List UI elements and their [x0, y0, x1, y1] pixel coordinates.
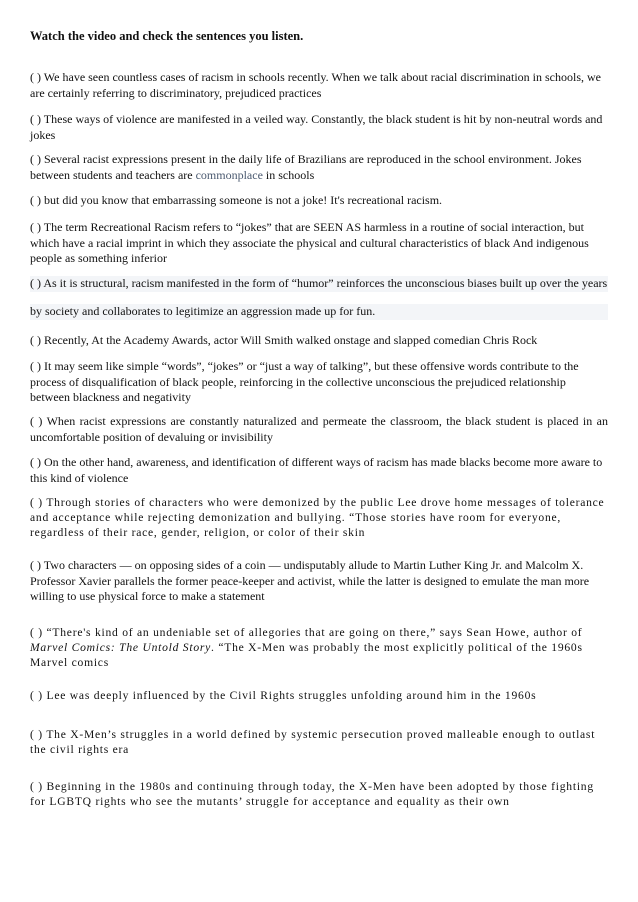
sentence-item — [30, 333, 608, 349]
sentence-item — [30, 414, 608, 445]
book-title: Marvel Comics: The Untold Story — [30, 641, 212, 654]
highlighted-word: commonplace — [195, 167, 263, 182]
sentence-text: Lee was deeply influenced by the Civil Rights struggles unfolding around him in the 1960s — [46, 689, 537, 702]
sentence-text: On the other hand, awareness, and identification of different ways of racism has made blacks become more aware to this kind of violence — [30, 455, 603, 485]
sentence-text: Beginning in the 1980s and continuing through today, the X-Men have been adopted by those fighting for LGBTQ rights who see the mutants’ struggle for acceptance and equality as their own — [30, 780, 594, 808]
checkbox-mark[interactable]: ( ) — [30, 728, 43, 741]
checkbox-mark[interactable]: ( ) — [30, 780, 43, 793]
sentence-item — [30, 152, 608, 183]
sentence-text: in schools — [262, 167, 315, 182]
checkbox-mark[interactable]: ( ) — [30, 276, 41, 290]
sentence-text: Two characters — on opposing sides of a coin — undisputably allude to Martin Luther King Jr. and Malcolm X. Professor Xavier parallels the former peace-keeper and activist, while the latter is designed to emulate the man more willing to use physical force to make a statement — [30, 558, 590, 603]
sentence-text: The term Recreational Racism refers to “jokes” that are SEEN AS harmless in a routine of social interaction, but which have a racial imprint in which they associate the physical and cultural characteristics of black And indigenous people as something inferior — [30, 220, 589, 265]
sentence-item — [30, 193, 608, 209]
sentence-text: Several racist expressions present in the daily life of Brazilians are reproduced in the school environment. Jokes between students and teachers are — [30, 152, 582, 182]
sentence-item — [30, 70, 608, 101]
checkbox-mark[interactable]: ( ) — [30, 70, 41, 84]
sentence-text: . “The X-Men was probably the most explicitly political of the 1960s Marvel comics — [30, 641, 583, 669]
sentence-text: Recently, At the Academy Awards, actor Will Smith walked onstage and slapped comedian Chris Rock — [44, 333, 538, 347]
sentence-item — [30, 276, 608, 292]
checkbox-mark[interactable]: ( ) — [30, 414, 43, 428]
sentence-item — [30, 558, 608, 605]
instruction-heading: Watch the video and check the sentences you listen. — [30, 29, 304, 43]
sentence-text: We have seen countless cases of racism in schools recently. When we talk about racial discrimination in schools, we are certainly referring to discriminatory, prejudiced practices — [30, 70, 601, 100]
checkbox-mark[interactable]: ( ) — [30, 193, 41, 207]
sentence-text: It may seem like simple “words”, “jokes” or “just a way of talking”, but these offensive words contribute to the process of disqualification of black people, reinforcing in the collective unconscious the prejudiced relationship between blackness and negativity — [30, 359, 579, 404]
checkbox-mark[interactable]: ( ) — [30, 689, 43, 702]
sentence-text: but did you know that embarrassing someone is not a joke! It's recreational racism. — [44, 193, 443, 207]
sentence-item — [30, 112, 608, 143]
checkbox-mark[interactable]: ( ) — [30, 220, 41, 234]
sentence-item — [30, 220, 608, 267]
sentence-text: “There's kind of an undeniable set of allegories that are going on there,” says Sean Howe, author of — [46, 626, 583, 639]
sentence-item — [30, 779, 608, 809]
sentence-text: Through stories of characters who were demonized by the public Lee drove home messages of tolerance and acceptance while rejecting demonization and bullying. “Those stories have room for everyone, regardless of their race, gender, religion, or color of their skin — [30, 496, 605, 539]
checkbox-mark[interactable]: ( ) — [30, 626, 43, 639]
checkbox-mark[interactable]: ( ) — [30, 496, 43, 509]
sentence-item — [30, 688, 608, 703]
sentence-item — [30, 727, 608, 757]
checkbox-mark[interactable]: ( ) — [30, 152, 41, 166]
sentence-text: The X-Men’s struggles in a world defined by systemic persecution proved malleable enough to outlast the civil rights era — [30, 728, 596, 756]
checkbox-mark[interactable]: ( ) — [30, 558, 41, 572]
sentence-item — [30, 495, 608, 540]
sentence-item — [30, 625, 608, 670]
sentence-text: As it is structural, racism manifested in the form of “humor” reinforces the unconscious biases built up over the years — [43, 276, 608, 290]
checkbox-mark[interactable]: ( ) — [30, 333, 41, 347]
checkbox-mark[interactable]: ( ) — [30, 455, 41, 469]
sentence-text: When racist expressions are constantly naturalized and permeate the classroom, the black student is placed in an uncomfortable position of devaluing or invisibility — [30, 414, 608, 444]
checkbox-mark[interactable]: ( ) — [30, 359, 41, 373]
checkbox-mark[interactable]: ( ) — [30, 112, 41, 126]
sentence-item — [30, 455, 608, 486]
sentence-text: These ways of violence are manifested in a veiled way. Constantly, the black student is hit by non-neutral words and jokes — [30, 112, 603, 142]
sentence-item — [30, 359, 608, 406]
sentence-continuation — [30, 304, 608, 320]
sentence-text: by society and collaborates to legitimize an aggression made up for fun. — [30, 304, 376, 318]
